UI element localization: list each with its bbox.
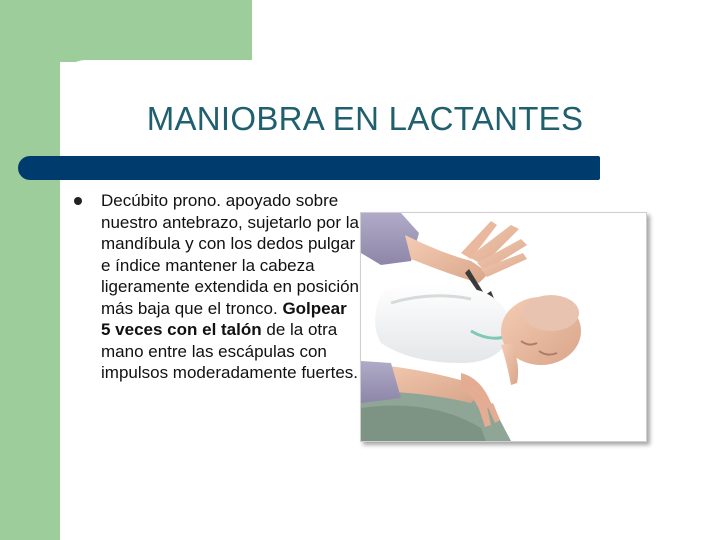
title-underline-bar (18, 156, 600, 180)
bullet-text-part-2: de la otra mano entre las escápulas con impulsos moderadamente fuertes. (101, 320, 359, 382)
bullet-dot-icon (74, 197, 82, 205)
slide-title: MANIOBRA EN LACTANTES (146, 100, 584, 137)
green-left-band (0, 0, 60, 540)
infant-maneuver-illustration (360, 212, 647, 442)
green-top-band (0, 0, 252, 62)
infant-back-blows-image (361, 213, 646, 441)
bullet-text-bold: Golpear 5 veces con el talón (101, 298, 347, 339)
bullet-text (101, 190, 359, 384)
bullet-text-part-1: Decúbito prono. apoyado sobre nuestro antebrazo, sujetarlo por la mandíbula y con los dedos pulgar e índice mantener la cabeza ligeramente extendida en posición más baja que el tronco. (101, 191, 360, 318)
